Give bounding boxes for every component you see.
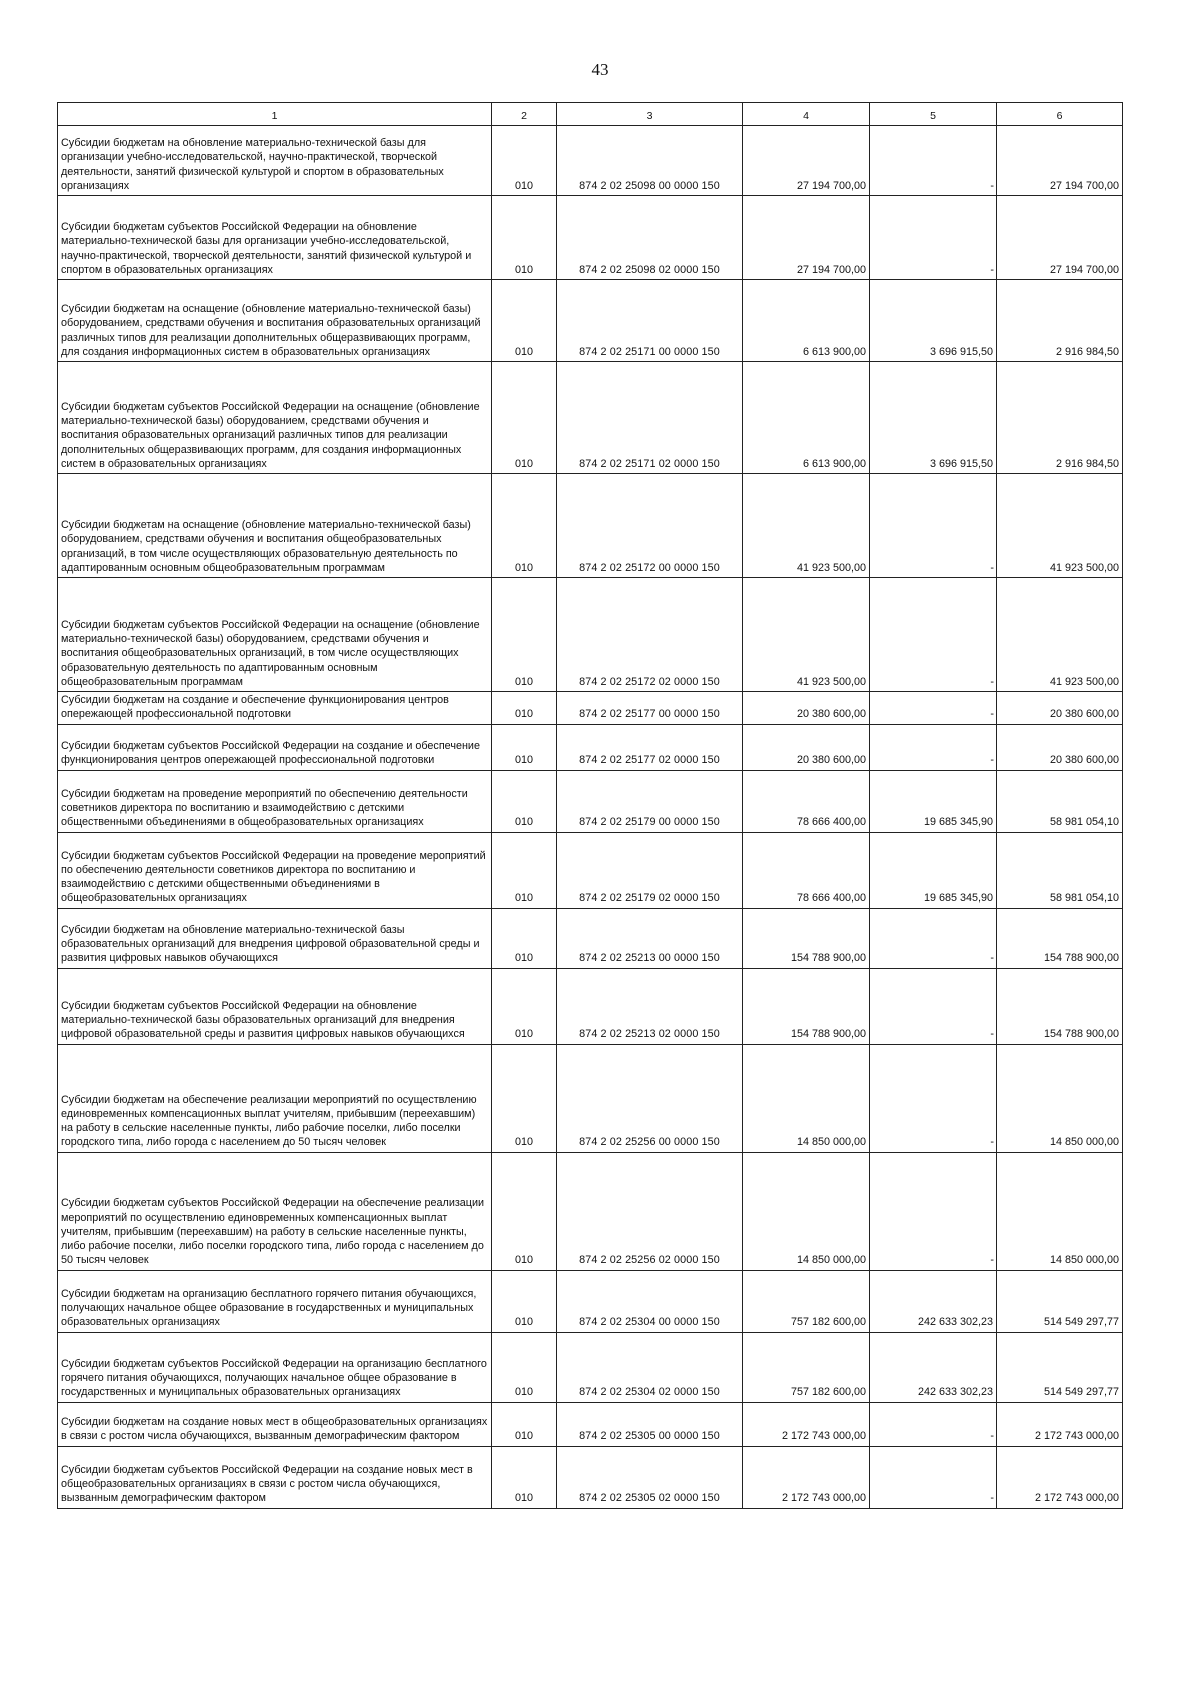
row-code: 010: [492, 1152, 557, 1270]
table-row: [58, 908, 1123, 968]
row-name: Субсидии бюджетам субъектов Российской Федерации на оснащение (обновление материально-технической базы) оборудованием, средствами обучения и воспитания образовательных организаций различных типов для реализации дополнительных общеразвивающих программ, для создания информационных систем в образовательных организациях: [58, 362, 492, 474]
row-name: Субсидии бюджетам на проведение мероприятий по обеспечению деятельности советников директора по воспитанию и взаимодействию с детскими общественными объединениями в общеобразовательных организациях: [58, 770, 492, 832]
table-row: [58, 280, 1123, 362]
row-kbk: 874 2 02 25304 02 0000 150: [557, 1332, 743, 1402]
column-header-1: 1: [58, 103, 492, 126]
row-kbk: 874 2 02 25098 00 0000 150: [557, 126, 743, 196]
row-approved: 27 194 700,00: [743, 196, 870, 280]
row-remaining: 2 172 743 000,00: [997, 1446, 1123, 1508]
row-code: 010: [492, 474, 557, 578]
row-executed: -: [870, 1152, 997, 1270]
row-executed: -: [870, 578, 997, 692]
column-header-6: 6: [997, 103, 1123, 126]
row-remaining: 14 850 000,00: [997, 1044, 1123, 1152]
row-name: Субсидии бюджетам на организацию бесплатного горячего питания обучающихся, получающих начальное общее образование в государственных и муниципальных образовательных организациях: [58, 1270, 492, 1332]
row-name: Субсидии бюджетам субъектов Российской Федерации на обеспечение реализации мероприятий по осуществлению единовременных компенсационных выплат учителям, прибывшим (переехавшим) на работу в сельские населенные пункты, либо рабочие поселки, либо поселки городского типа, либо города с населением до 50 тысяч человек: [58, 1152, 492, 1270]
row-kbk: 874 2 02 25098 02 0000 150: [557, 196, 743, 280]
row-remaining: 58 981 054,10: [997, 770, 1123, 832]
row-code: 010: [492, 692, 557, 725]
row-remaining: 58 981 054,10: [997, 832, 1123, 908]
row-kbk: 874 2 02 25177 00 0000 150: [557, 692, 743, 725]
row-kbk: 874 2 02 25304 00 0000 150: [557, 1270, 743, 1332]
row-executed: -: [870, 692, 997, 725]
row-executed: 19 685 345,90: [870, 770, 997, 832]
row-kbk: 874 2 02 25305 00 0000 150: [557, 1402, 743, 1446]
table-row: [58, 770, 1123, 832]
row-name: Субсидии бюджетам субъектов Российской Федерации на оснащение (обновление материально-технической базы) оборудованием, средствами обучения и воспитания общеобразовательных организаций, в том числе осуществляющих образовательную деятельность по адаптированным основным общеобразовательным программам: [58, 578, 492, 692]
row-executed: -: [870, 968, 997, 1044]
table-row: [58, 578, 1123, 692]
row-code: 010: [492, 126, 557, 196]
table-row: [58, 126, 1123, 196]
row-remaining: 514 549 297,77: [997, 1332, 1123, 1402]
row-executed: 19 685 345,90: [870, 832, 997, 908]
row-code: 010: [492, 1270, 557, 1332]
row-code: 010: [492, 1044, 557, 1152]
row-remaining: 20 380 600,00: [997, 692, 1123, 725]
row-name: Субсидии бюджетам субъектов Российской Федерации на проведение мероприятий по обеспечению деятельности советников директора по воспитанию и взаимодействию с детскими общественными объединениями в общеобразовательных организациях: [58, 832, 492, 908]
row-remaining: 154 788 900,00: [997, 968, 1123, 1044]
row-executed: -: [870, 126, 997, 196]
row-approved: 154 788 900,00: [743, 968, 870, 1044]
row-kbk: 874 2 02 25172 02 0000 150: [557, 578, 743, 692]
row-executed: -: [870, 724, 997, 770]
table-row: [58, 968, 1123, 1044]
table-row: [58, 832, 1123, 908]
table-row: [58, 1152, 1123, 1270]
row-code: 010: [492, 1402, 557, 1446]
row-kbk: 874 2 02 25171 02 0000 150: [557, 362, 743, 474]
row-remaining: 41 923 500,00: [997, 578, 1123, 692]
row-name: Субсидии бюджетам субъектов Российской Федерации на создание новых мест в общеобразовательных организациях в связи с ростом числа обучающихся, вызванным демографическим фактором: [58, 1446, 492, 1508]
row-remaining: 2 916 984,50: [997, 280, 1123, 362]
row-kbk: 874 2 02 25172 00 0000 150: [557, 474, 743, 578]
row-approved: 20 380 600,00: [743, 692, 870, 725]
row-remaining: 2 916 984,50: [997, 362, 1123, 474]
row-executed: 242 633 302,23: [870, 1270, 997, 1332]
row-code: 010: [492, 1446, 557, 1508]
row-remaining: 154 788 900,00: [997, 908, 1123, 968]
row-code: 010: [492, 770, 557, 832]
row-remaining: 14 850 000,00: [997, 1152, 1123, 1270]
row-executed: 3 696 915,50: [870, 280, 997, 362]
column-header-2: 2: [492, 103, 557, 126]
row-name: Субсидии бюджетам субъектов Российской Федерации на создание и обеспечение функционирования центров опережающей профессиональной подготовки: [58, 724, 492, 770]
row-code: 010: [492, 1332, 557, 1402]
row-name: Субсидии бюджетам на создание новых мест в общеобразовательных организациях в связи с ростом числа обучающихся, вызванным демографическим фактором: [58, 1402, 492, 1446]
row-approved: 27 194 700,00: [743, 126, 870, 196]
row-executed: -: [870, 1402, 997, 1446]
row-code: 010: [492, 908, 557, 968]
row-kbk: 874 2 02 25177 02 0000 150: [557, 724, 743, 770]
row-remaining: 41 923 500,00: [997, 474, 1123, 578]
row-kbk: 874 2 02 25171 00 0000 150: [557, 280, 743, 362]
column-header-3: 3: [557, 103, 743, 126]
table-row: [58, 1402, 1123, 1446]
row-kbk: 874 2 02 25256 00 0000 150: [557, 1044, 743, 1152]
column-header-4: 4: [743, 103, 870, 126]
row-executed: 242 633 302,23: [870, 1332, 997, 1402]
budget-table: [57, 102, 1123, 1509]
row-kbk: 874 2 02 25179 00 0000 150: [557, 770, 743, 832]
table-row: [58, 362, 1123, 474]
table-row: [58, 1270, 1123, 1332]
row-approved: 757 182 600,00: [743, 1332, 870, 1402]
table-row: [58, 724, 1123, 770]
row-name: Субсидии бюджетам субъектов Российской Федерации на обновление материально-технической базы для организации учебно-исследовательской, научно-практической, творческой деятельности, занятий физической культурой и спортом в образовательных организациях: [58, 196, 492, 280]
row-name: Субсидии бюджетам субъектов Российской Федерации на обновление материально-технической базы образовательных организаций для внедрения цифровой образовательной среды и развития цифровых навыков обучающихся: [58, 968, 492, 1044]
table-row: [58, 1446, 1123, 1508]
row-approved: 154 788 900,00: [743, 908, 870, 968]
row-approved: 757 182 600,00: [743, 1270, 870, 1332]
table-row: [58, 692, 1123, 725]
row-approved: 20 380 600,00: [743, 724, 870, 770]
row-approved: 14 850 000,00: [743, 1152, 870, 1270]
row-kbk: 874 2 02 25213 02 0000 150: [557, 968, 743, 1044]
row-approved: 41 923 500,00: [743, 474, 870, 578]
row-code: 010: [492, 362, 557, 474]
column-number-row: [58, 103, 1123, 126]
row-executed: -: [870, 908, 997, 968]
row-approved: 78 666 400,00: [743, 832, 870, 908]
row-code: 010: [492, 968, 557, 1044]
row-approved: 2 172 743 000,00: [743, 1446, 870, 1508]
row-code: 010: [492, 280, 557, 362]
row-name: Субсидии бюджетам на обновление материально-технической базы образовательных организаций для внедрения цифровой образовательной среды и развития цифровых навыков обучающихся: [58, 908, 492, 968]
table-row: [58, 196, 1123, 280]
row-approved: 78 666 400,00: [743, 770, 870, 832]
row-executed: -: [870, 196, 997, 280]
row-executed: -: [870, 1446, 997, 1508]
row-code: 010: [492, 832, 557, 908]
row-name: Субсидии бюджетам на создание и обеспечение функционирования центров опережающей профессиональной подготовки: [58, 692, 492, 725]
row-remaining: 20 380 600,00: [997, 724, 1123, 770]
table-row: [58, 1044, 1123, 1152]
row-name: Субсидии бюджетам на оснащение (обновление материально-технической базы) оборудованием, средствами обучения и воспитания образовательных организаций различных типов для реализации дополнительных общеразвивающих программ, для создания информационных систем в образовательных организациях: [58, 280, 492, 362]
row-remaining: 27 194 700,00: [997, 126, 1123, 196]
row-kbk: 874 2 02 25213 00 0000 150: [557, 908, 743, 968]
row-remaining: 27 194 700,00: [997, 196, 1123, 280]
row-executed: 3 696 915,50: [870, 362, 997, 474]
row-approved: 6 613 900,00: [743, 362, 870, 474]
table-row: [58, 474, 1123, 578]
row-name: Субсидии бюджетам на оснащение (обновление материально-технической базы) оборудованием, средствами обучения и воспитания общеобразовательных организаций, в том числе осуществляющих образовательную деятельность по адаптированным основным общеобразовательным программам: [58, 474, 492, 578]
row-approved: 41 923 500,00: [743, 578, 870, 692]
row-kbk: 874 2 02 25256 02 0000 150: [557, 1152, 743, 1270]
row-approved: 14 850 000,00: [743, 1044, 870, 1152]
row-executed: -: [870, 1044, 997, 1152]
row-remaining: 514 549 297,77: [997, 1270, 1123, 1332]
column-header-5: 5: [870, 103, 997, 126]
row-remaining: 2 172 743 000,00: [997, 1402, 1123, 1446]
page-number: 43: [591, 60, 609, 79]
row-code: 010: [492, 196, 557, 280]
row-approved: 2 172 743 000,00: [743, 1402, 870, 1446]
row-name: Субсидии бюджетам субъектов Российской Федерации на организацию бесплатного горячего питания обучающихся, получающих начальное общее образование в государственных и муниципальных образовательных организациях: [58, 1332, 492, 1402]
row-kbk: 874 2 02 25179 02 0000 150: [557, 832, 743, 908]
row-code: 010: [492, 578, 557, 692]
row-kbk: 874 2 02 25305 02 0000 150: [557, 1446, 743, 1508]
row-executed: -: [870, 474, 997, 578]
row-name: Субсидии бюджетам на обновление материально-технической базы для организации учебно-исследовательской, научно-практической, творческой деятельности, занятий физической культурой и спортом в образовательных организациях: [58, 126, 492, 196]
row-code: 010: [492, 724, 557, 770]
row-name: Субсидии бюджетам на обеспечение реализации мероприятий по осуществлению единовременных компенсационных выплат учителям, прибывшим (переехавшим) на работу в сельские населенные пункты, либо рабочие поселки, либо поселки городского типа, либо города с населением до 50 тысяч человек: [58, 1044, 492, 1152]
table-row: [58, 1332, 1123, 1402]
row-approved: 6 613 900,00: [743, 280, 870, 362]
